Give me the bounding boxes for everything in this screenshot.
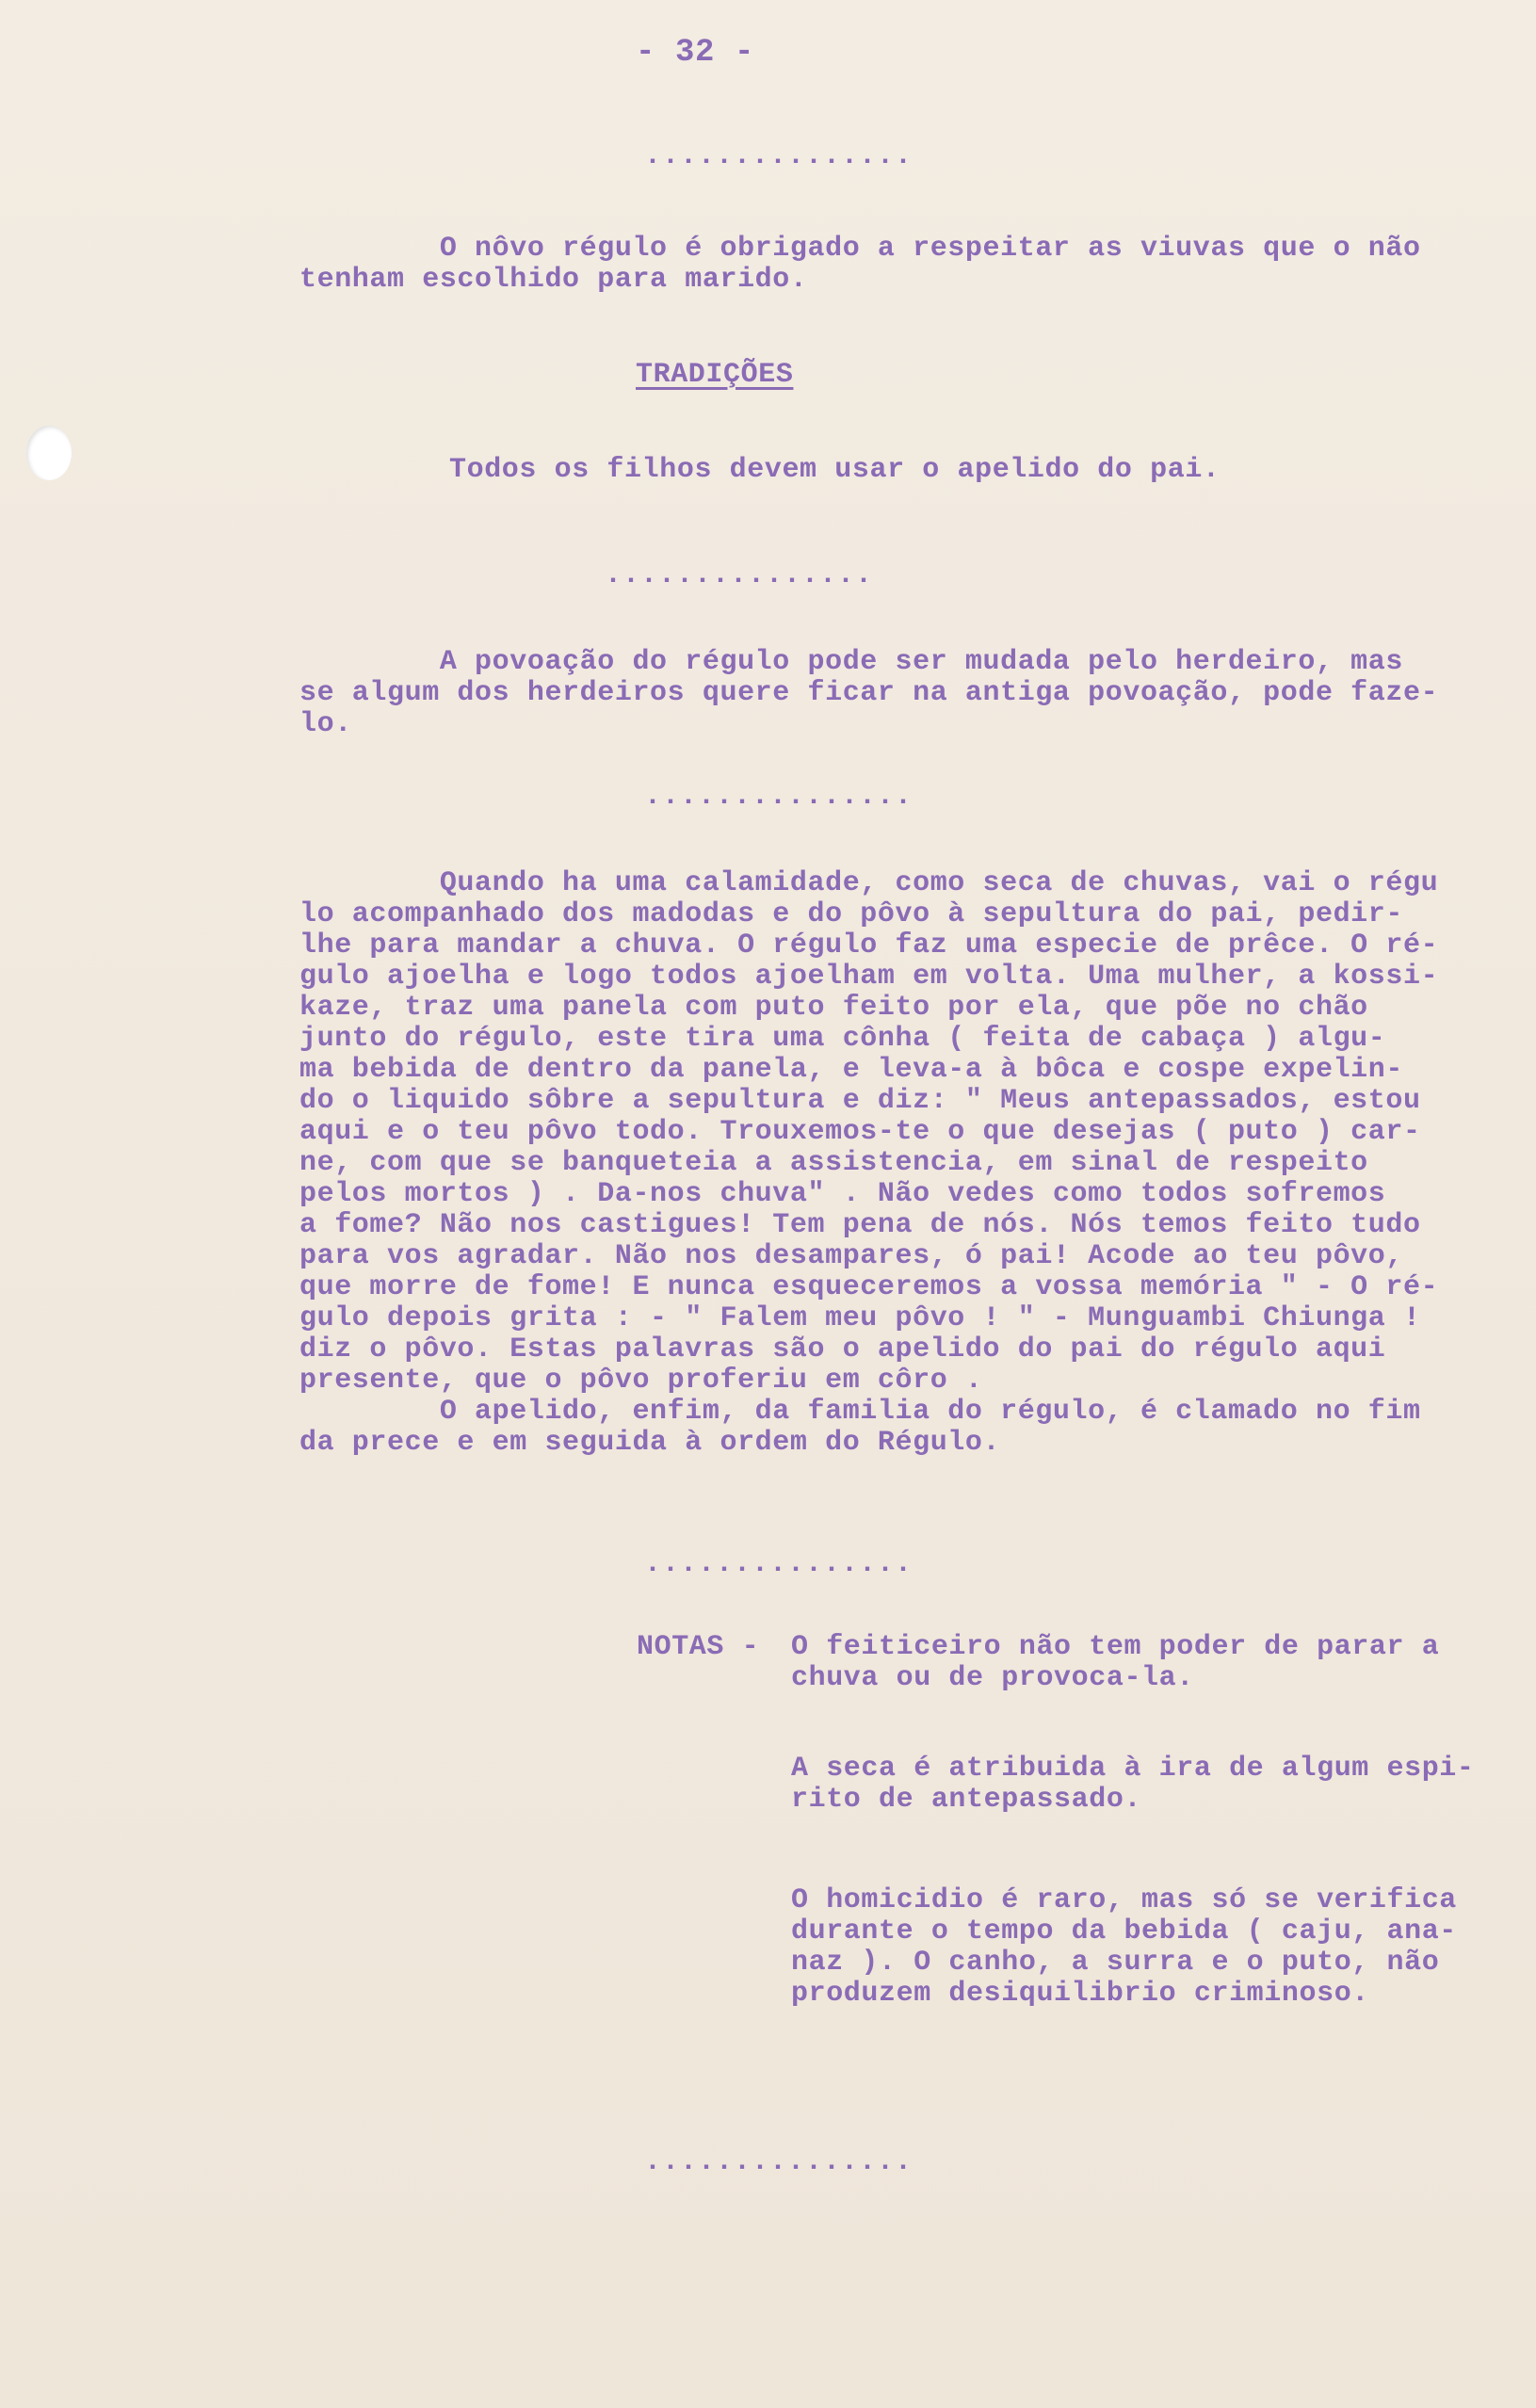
paragraph-village: A povoação do régulo pode ser mudada pelo herdeiro, mas se algum dos herdeiros quere ficar na antiga povoação, pode faze- lo. xyxy=(299,646,1439,740)
section-heading: TRADIÇÕES xyxy=(636,359,794,391)
separator-dots: ............... xyxy=(644,1548,914,1580)
note-homicide: O homicidio é raro, mas só se verifica durante o tempo da bebida ( caju, ana- naz ). O canho, a surra e o puto, não produzem desiquilibrio criminoso. xyxy=(791,1884,1457,2010)
page-number: - 32 - xyxy=(636,35,755,71)
note-drought: A seca é atribuida à ira de algum espi- rito de antepassado. xyxy=(791,1753,1475,1816)
notes-label: NOTAS - xyxy=(637,1631,760,1663)
paragraph-surname: Todos os filhos devem usar o apelido do pai. xyxy=(449,454,1221,486)
punch-hole xyxy=(26,426,72,480)
separator-dots: ............... xyxy=(644,2146,914,2178)
separator-dots: ............... xyxy=(644,781,914,813)
separator-dots: ............... xyxy=(644,140,914,172)
paragraph-widows: O nôvo régulo é obrigado a respeitar as viuvas que o não tenham escolhido para marido. xyxy=(299,233,1421,296)
note-sorcerer: O feiticeiro não tem poder de parar a chuva ou de provoca-la. xyxy=(791,1631,1440,1694)
separator-dots: ............... xyxy=(605,559,874,591)
paragraph-rain-ritual: Quando ha uma calamidade, como seca de chuvas, vai o régu lo acompanhado dos madodas e do pôvo à sepultura do pai, pedir- lhe para mandar a chuva. O régulo faz uma especie de prêce. O ré- gulo ajoelha e logo todos ajoelham em volta. Uma mulher, a kossi- kaze, traz uma panela com puto feito por ela, que põe no chão junto do régulo, este tira uma cônha ( feita de cabaça ) algu- ma bebida de dentro da panela, e leva-a à bôca e cospe expelin- do o liquido sôbre a sepultura e diz: " Meus antepassados, estou aqui e o teu pôvo todo. Trouxemos-te o que desejas ( puto ) car- ne, com que se banqueteia a assistencia, em sinal de respeito pelos mortos ) . Da-nos chuva" . Não vedes como todos sofremos a fome? Não nos castigues! Tem pena de nós. Nós temos feito tudo para vos agradar. Não nos desampares, ó pai! Acode ao teu pôvo, que morre de fome! E nunca esqueceremos a vossa memória " - O ré- gulo depois grita : - " Falem meu pôvo ! " - Munguambi Chiunga ! diz o pôvo. Estas palavras são o apelido do pai do régulo aqui presente, que o pôvo proferiu em côro . O apelido, enfim, da familia do régulo, é clamado no fim da prece e em seguida à ordem do Régulo. xyxy=(299,867,1439,1459)
